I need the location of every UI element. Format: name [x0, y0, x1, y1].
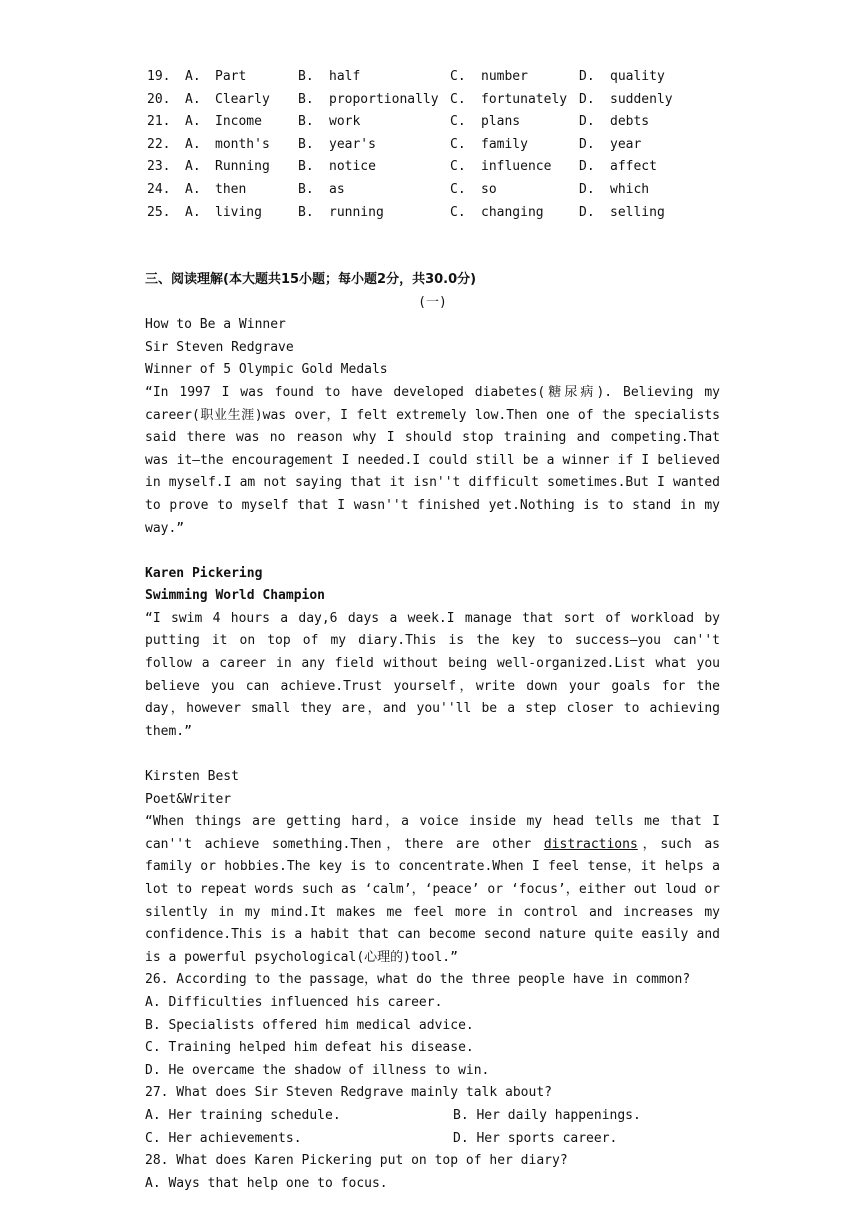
option-c-text: number	[481, 69, 528, 84]
question-number: 24.	[147, 181, 171, 197]
question-28-option-a: A. Ways that help one to focus.	[145, 1175, 388, 1191]
question-26-option-a: A. Difficulties influenced his career.	[145, 994, 443, 1010]
option-letter-b: B.	[298, 204, 314, 220]
quote-paragraph-2: “I swim 4 hours a day,6 days a week.I manage that sort of workload by putting it on top of my diary.This is the key to success—you can''t follow a career in any field without being well-organized.List what you believe you can achieve.Trust yourself，write down your goals for the day，however small they are，and you''ll be a step closer to achieving them.”	[145, 610, 720, 739]
option-a-text: living	[215, 204, 262, 220]
person-name-3: Kirsten Best	[145, 769, 239, 785]
option-a-text: Income	[215, 114, 262, 130]
person-role-2: Swimming World Champion	[145, 588, 326, 604]
question-27-options-row-2	[145, 1128, 720, 1151]
question-26-option-b: B. Specialists offered him medical advice.	[145, 1017, 474, 1033]
option-d-text: debts	[610, 114, 650, 130]
quote-paragraph-1: “In 1997 I was found to have developed diabetes(糖尿病). Believing my career(职业生涯)was over，I felt extremely low.Then one of the specialists said there was no reason why I should stop training and competing.That was it—the encouragement I needed.I could still be a winner if I believed in myself.I am not saying that it isn''t difficult sometimes.But I wanted to prove to myself that I wasn''t finished yet.Nothing is to stand in my way.”	[145, 384, 720, 536]
option-a-text: month's	[215, 136, 270, 152]
option-a-text: then	[215, 181, 247, 197]
option-letter-d: D.	[579, 204, 595, 220]
option-a-text: Running	[215, 159, 270, 175]
option-c-text: plans	[481, 114, 521, 130]
option-d-text: which	[610, 181, 650, 197]
option-b-text: proportionally	[329, 91, 439, 107]
option-letter-b: B.	[298, 136, 314, 152]
option-letter-a: A.	[185, 181, 201, 197]
question-number: 21.	[147, 114, 171, 130]
option-letter-d: D.	[579, 181, 595, 197]
option-letter-a: A.	[185, 204, 201, 220]
option-b-text: running	[329, 204, 384, 220]
option-letter-c: C.	[450, 114, 466, 130]
question-27-options-row-1	[145, 1105, 720, 1128]
quote-3-part-1: “When things are getting hard，a voice inside my head tells me that I can''t achieve something.Then，there are other	[145, 814, 720, 852]
question-27-option-d: D. Her sports career.	[453, 1130, 618, 1146]
question-number: 22.	[147, 136, 171, 152]
cloze-options-table	[145, 66, 720, 224]
passage-number: (一)	[418, 295, 447, 311]
question-number: 25.	[147, 204, 171, 220]
question-number: 19.	[147, 69, 171, 84]
options-row	[145, 134, 720, 157]
question-27: 27. What does Sir Steven Redgrave mainly talk about?	[145, 1085, 552, 1101]
options-row	[145, 179, 720, 202]
option-b-text: as	[329, 181, 345, 197]
option-d-text: affect	[610, 159, 657, 175]
option-c-text: influence	[481, 159, 552, 175]
option-letter-b: B.	[298, 114, 314, 130]
option-letter-d: D.	[579, 69, 595, 84]
option-a-text: Clearly	[215, 91, 270, 107]
question-26-option-d: D. He overcame the shadow of illness to win.	[145, 1062, 490, 1078]
option-d-text: year	[610, 136, 642, 152]
option-d-text: suddenly	[610, 91, 673, 107]
option-letter-c: C.	[450, 181, 466, 197]
option-b-text: half	[329, 69, 361, 84]
quote-paragraph-3	[145, 811, 720, 969]
options-row	[145, 202, 720, 225]
option-letter-b: B.	[298, 69, 314, 84]
section-heading: 三、阅读理解(本大题共15小题；每小题2分，共30.0分)	[145, 272, 477, 288]
passage-title: How to Be a Winner	[145, 317, 286, 333]
options-row	[145, 111, 720, 134]
option-letter-d: D.	[579, 91, 595, 107]
option-a-text: Part	[215, 69, 247, 84]
person-role-1: Winner of 5 Olympic Gold Medals	[145, 362, 388, 378]
option-c-text: family	[481, 136, 528, 152]
question-number: 23.	[147, 159, 171, 175]
option-d-text: selling	[610, 204, 665, 220]
option-letter-c: C.	[450, 69, 466, 84]
option-letter-a: A.	[185, 91, 201, 107]
option-b-text: year's	[329, 136, 376, 152]
option-letter-d: D.	[579, 136, 595, 152]
option-letter-b: B.	[298, 159, 314, 175]
question-27-option-c: C. Her achievements.	[145, 1130, 302, 1146]
option-letter-a: A.	[185, 69, 201, 84]
option-b-text: work	[329, 114, 361, 130]
option-d-text: quality	[610, 69, 665, 84]
question-number: 20.	[147, 91, 171, 107]
options-row	[145, 89, 720, 112]
option-letter-a: A.	[185, 114, 201, 130]
option-b-text: notice	[329, 159, 376, 175]
question-27-option-a: A. Her training schedule.	[145, 1107, 341, 1123]
question-26-option-c: C. Training helped him defeat his disease.	[145, 1040, 474, 1056]
option-c-text: so	[481, 181, 497, 197]
person-role-3: Poet&Writer	[145, 791, 232, 807]
person-name-2: Karen Pickering	[145, 565, 263, 581]
person-name-1: Sir Steven Redgrave	[145, 339, 294, 355]
option-c-text: changing	[481, 204, 544, 220]
option-letter-c: C.	[450, 159, 466, 175]
option-letter-b: B.	[298, 91, 314, 107]
question-28: 28. What does Karen Pickering put on top of her diary?	[145, 1153, 568, 1169]
options-row	[145, 66, 720, 89]
underlined-word: distractions	[543, 836, 638, 852]
option-letter-d: D.	[579, 159, 595, 175]
option-letter-c: C.	[450, 91, 466, 107]
question-27-option-b: B. Her daily happenings.	[453, 1107, 641, 1123]
options-row	[145, 156, 720, 179]
option-letter-c: C.	[450, 136, 466, 152]
option-letter-d: D.	[579, 114, 595, 130]
document-page	[145, 66, 720, 1195]
quote-3-part-2: ，such as family or hobbies.The key is to concentrate.When I feel tense，it helps a lot to repeat words such as ‘calm’，‘peace’ or ‘focus’，either out loud or silently in my mind.It makes me feel more in control and increases my confidence.This is a habit that can become second nature quite easily and is a powerful psychological(心理的)tool.”	[145, 836, 720, 965]
question-26: 26. According to the passage，what do the three people have in common?	[145, 972, 691, 988]
option-letter-a: A.	[185, 136, 201, 152]
option-letter-a: A.	[185, 159, 201, 175]
option-letter-b: B.	[298, 181, 314, 197]
option-letter-c: C.	[450, 204, 466, 220]
option-c-text: fortunately	[481, 91, 568, 107]
